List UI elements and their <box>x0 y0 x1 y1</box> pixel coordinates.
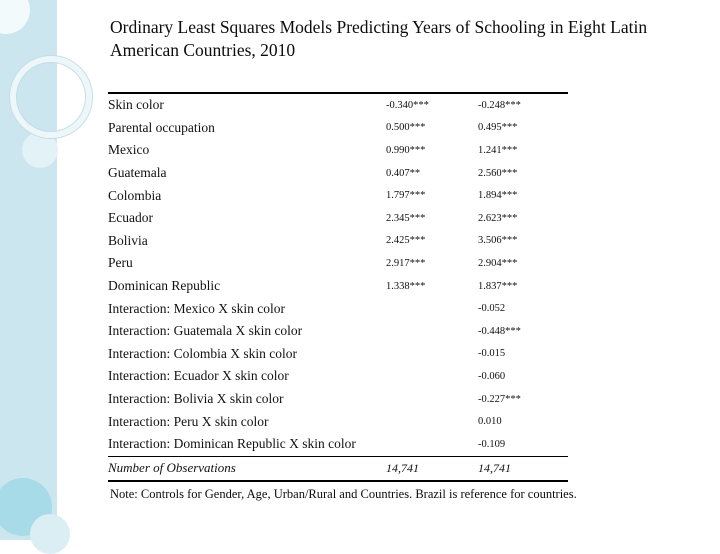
table-row <box>108 162 568 185</box>
observations-row <box>108 456 568 481</box>
row-value-model1: 1.797*** <box>386 190 426 202</box>
row-value-model2: 1.894*** <box>478 190 518 202</box>
row-value-model1: 0.407** <box>386 167 421 179</box>
row-value-model2: 1.241*** <box>478 144 518 156</box>
table-row <box>108 252 568 275</box>
row-value-model1: 2.917*** <box>386 257 426 269</box>
table-row <box>108 433 568 456</box>
results-table-container <box>108 92 568 482</box>
slide-title: Ordinary Least Squares Models Predicting Years of Schooling in Eight Latin American Countries, 2010 <box>110 17 648 60</box>
row-label: Parental occupation <box>108 119 215 135</box>
row-value-model2: -0.109 <box>478 438 506 450</box>
row-label: Interaction: Bolivia X skin color <box>108 391 284 407</box>
row-value-model1: 2.345*** <box>386 212 426 224</box>
row-value-model1: 0.990*** <box>386 144 426 156</box>
row-label: Interaction: Guatemala X skin color <box>108 323 303 339</box>
table-body <box>108 93 568 456</box>
row-label: Dominican Republic <box>108 278 221 294</box>
table-row <box>108 320 568 343</box>
row-value-model1: 2.425*** <box>386 235 426 247</box>
table-row <box>108 410 568 433</box>
table-row <box>108 139 568 162</box>
row-label: Guatemala <box>108 165 167 181</box>
row-value-model2: -0.227*** <box>478 393 521 405</box>
row-label: Mexico <box>108 142 150 158</box>
row-label: Interaction: Peru X skin color <box>108 413 269 429</box>
row-value-model2: 2.904*** <box>478 257 518 269</box>
row-value-model2: 0.010 <box>478 416 502 428</box>
row-value-model2: 0.495*** <box>478 122 518 134</box>
row-value-model1 <box>386 297 478 320</box>
table-row <box>108 117 568 140</box>
table-row <box>108 230 568 253</box>
row-value-model1 <box>386 365 478 388</box>
results-table <box>108 92 568 482</box>
observations-label: Number of Observations <box>108 456 386 481</box>
row-value-model1: 0.500*** <box>386 122 426 134</box>
bubble-decoration-bottom-light <box>30 514 70 554</box>
row-label: Ecuador <box>108 210 153 226</box>
observations-value-model1: 14,741 <box>386 456 478 481</box>
slide-note: Note: Controls for Gender, Age, Urban/Rural and Countries. Brazil is reference for countries. <box>110 487 577 501</box>
ring-decoration <box>10 56 92 138</box>
table-row <box>108 365 568 388</box>
table-row <box>108 297 568 320</box>
table-footer <box>108 456 568 481</box>
row-value-model1: 1.338*** <box>386 280 426 292</box>
row-value-model1 <box>386 320 478 343</box>
row-value-model2: -0.015 <box>478 348 506 360</box>
row-value-model2: -0.248*** <box>478 99 521 111</box>
row-label: Interaction: Dominican Republic X skin color <box>108 436 356 452</box>
row-value-model1: -0.340*** <box>386 99 429 111</box>
row-label: Bolivia <box>108 232 148 248</box>
table-row <box>108 343 568 366</box>
row-value-model1 <box>386 410 478 433</box>
table-row <box>108 207 568 230</box>
table-row <box>108 184 568 207</box>
row-value-model2: 2.560*** <box>478 167 518 179</box>
row-label: Interaction: Mexico X skin color <box>108 300 285 316</box>
row-value-model2: -0.060 <box>478 370 506 382</box>
row-label: Interaction: Colombia X skin color <box>108 345 297 361</box>
row-value-model1 <box>386 343 478 366</box>
row-value-model2: -0.448*** <box>478 325 521 337</box>
row-label: Skin color <box>108 97 164 113</box>
row-value-model1 <box>386 388 478 411</box>
row-label: Interaction: Ecuador X skin color <box>108 368 289 384</box>
table-row <box>108 275 568 298</box>
row-value-model2: -0.052 <box>478 303 506 315</box>
table-row <box>108 388 568 411</box>
bubble-decoration-top <box>0 0 30 34</box>
row-value-model2: 1.837*** <box>478 280 518 292</box>
table-row <box>108 93 568 117</box>
observations-value-model2: 14,741 <box>478 456 568 481</box>
row-value-model2: 3.506*** <box>478 235 518 247</box>
row-value-model2: 2.623*** <box>478 212 518 224</box>
row-label: Peru <box>108 255 133 271</box>
row-label: Colombia <box>108 187 162 203</box>
row-value-model1 <box>386 433 478 456</box>
